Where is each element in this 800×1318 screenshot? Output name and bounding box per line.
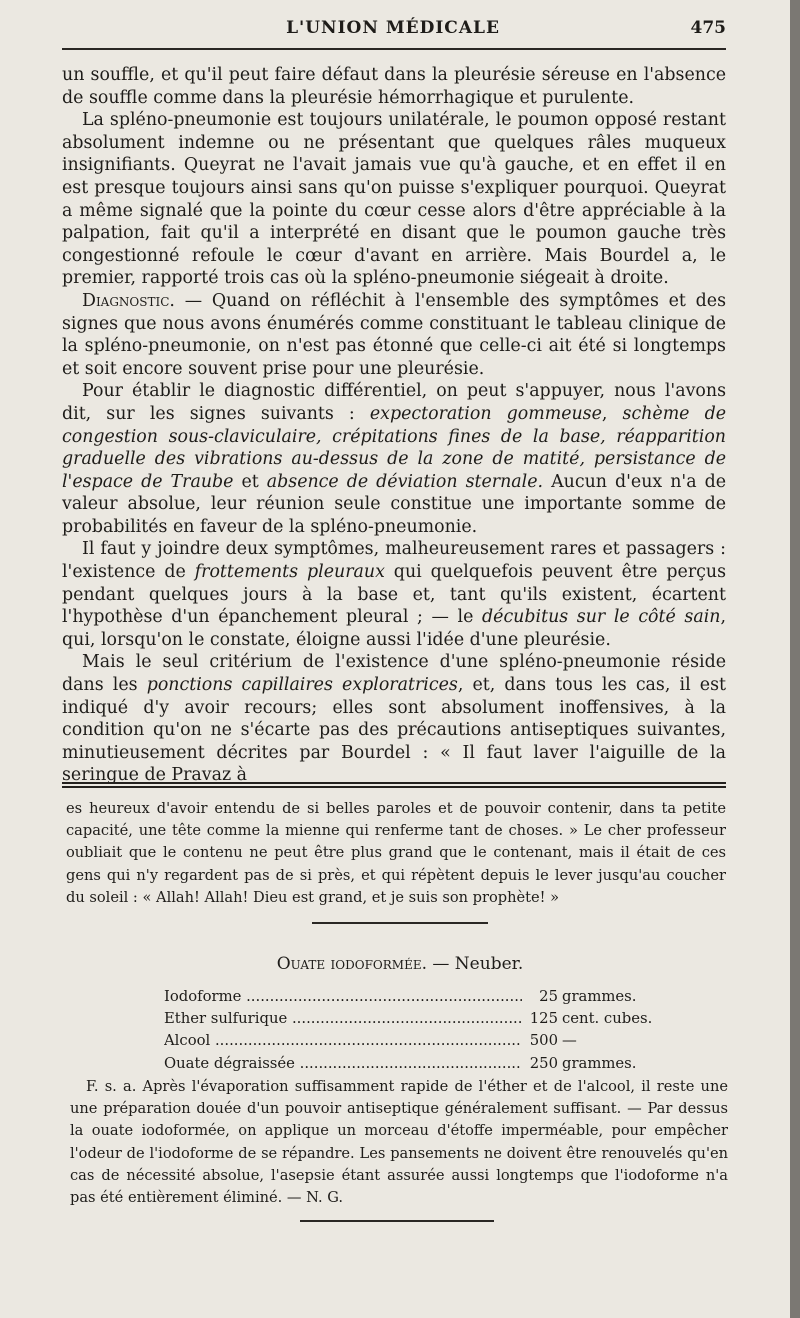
ingredient-quantity: 500 [522,1030,558,1052]
recipe-row [164,1053,637,1075]
text-run: qui quelquefois peuvent être perçus pendant quelques jours à la base et, tant qu'ils existent, écartent l'hypothèse d'un épanchement pleural ; — le [62,562,726,628]
text-run: Il faut y joindre deux symptômes, malheureusement rares et passagers : l'existence de [62,539,726,583]
paragraph-2: La spléno-pneumonie est toujours unilatérale, le poumon opposé restant absolument indemne ou ne présentant que quelques râles muqueux insignifiants. Queyrat ne l'avait jamais vue qu'à gauche, et en effet il en est presque toujours ainsi sans qu'on puisse s'expliquer pourquoi. Queyrat a même signalé que la pointe du cœur cesse alors d'être appréciable à la palpation, fait qu'il a interprété en disant que le poumon gauche très congestionné refoule le cœur d'avant en arrière. Mais Bourdel a, le premier, rapporté trois cas où la spléno-pneumonie siégeait à droite. [62,110,726,289]
page-number: 475 [690,18,726,38]
section-rule [312,922,488,924]
paragraph-text: — Quand on réfléchit à l'ensemble des symptômes et des signes que nous avons énumérés comme constituant le tableau clinique de la spléno-pneumonie, on n'est pas étonné que celle-ci ait été si longtemps et soit encore souvent prise pour une pleurésie. [62,290,726,379]
paragraph-1: un souffle, et qu'il peut faire défaut dans la pleurésie séreuse en l'absence de souffle comme dans la pleurésie hémorrhagique et purulente. [62,65,726,108]
ingredient-name: Alcool ..... [164,1030,524,1052]
footnote-separator [62,782,726,788]
recipe-row [164,1008,653,1030]
recipe-row [164,986,637,1008]
ingredient-unit: — [562,1032,577,1050]
text-run: Aucun d'eux n'a de valeur absolue, leur réunion seule constitue une importante somme de probabilités en faveur de la spléno-pneumonie. [62,471,727,537]
scan-edge [790,0,800,1318]
italic-run: décubitus sur le côté sain [482,607,721,628]
paragraph-diagnostic [62,290,726,380]
header-rule [62,48,726,50]
footnote-text: es heureux d'avoir entendu de si belles paroles et de pouvoir contenir, dans ta petite capacité, une tête comme la mienne qui renferme tant de choses. » Le cher professeur oubliait que le contenu ne peut être plus grand que le contenant, mais il était de ces gens qui n'y regardent pas de si près, et qui répètent depuis le lever jusqu'au coucher du soleil : « Allah! Allah! Dieu est grand, et je suis son prophète! » [66,800,726,906]
recipe-note [70,1076,728,1209]
text-run: et [233,471,267,492]
text-run: Pour établir le diagnostic différentiel, on peut s'appuyer, nous l'avons dit, sur les signes suivants : [62,381,726,424]
ingredient-quantity: 25 [522,986,558,1008]
ingredient-name: Ether sulfurique ..... [164,1008,524,1030]
ingredient-unit: grammes. [562,1054,637,1072]
italic-run: expectoration gommeuse [369,403,602,424]
ingredient-quantity: 125 [522,1008,558,1030]
recipe-list [164,986,653,1075]
recipe-title [0,954,800,974]
end-rule [300,1220,494,1222]
text-run: , et, dans tous les cas, il est indiqué d'y avoir recours; elles sont absolument inoffensives, à la condition qu'on ne s'écarte pas des précautions antiseptiques suivantes, minutieusement décrites par Bourdel : « Il faut laver l'aiguille de la seringue de Pravaz à [62,675,726,786]
recipe-note-text: F. s. a. Après l'évaporation suffisamment rapide de l'éther et de l'alcool, il reste une une préparation douée d'un pouvoir antiseptique généralement suffisant. — Par dessus la ouate iodoformée, on applique un morceau d'étoffe imperméable, pour empêcher l'odeur de l'iodoforme de se répandre. Les pansements ne doivent être renouvelés qu'en cas de nécessité absolue, l'asepsie étant assurée aussi longtemps que l'iodoforme n'a pas été entièrement éliminé. — N. G. [70,1078,728,1207]
paragraph-5 [62,538,726,651]
footnote [66,798,726,909]
ingredient-quantity: 250 [522,1053,558,1075]
italic-run: absence de déviation sternale. [266,471,544,492]
ingredient-unit: grammes. [562,988,637,1005]
text-run: , [601,403,623,424]
italic-run: frottements pleuraux [194,562,385,583]
ingredient-name: Ouate dégraissée ..... [164,1053,524,1075]
ingredient-unit: cent. cubes. [562,1010,653,1028]
ingredient-name: Iodoforme ..... [164,986,524,1008]
text-run: Mais le seul critérium de l'existence d'une spléno-pneumonie réside dans les [62,652,726,696]
journal-title: L'UNION MÉDICALE [286,18,500,38]
recipe-title-author: — Neuber. [427,954,524,974]
text-run: , qui, lorsqu'on le constate, éloigne aussi l'idée d'une pleurésie. [62,607,727,650]
paragraph-4 [62,380,726,538]
recipe-row [164,1030,634,1052]
main-text [62,64,726,787]
section-heading-diagnostic: Diagnostic. [82,290,175,311]
paragraph-6 [62,651,726,787]
italic-run: schème de congestion sous-claviculaire, crépitations fines de la base, réapparition graduelle des vibrations au-dessus de la zone de matité, persistance de l'espace de Traube [62,403,726,492]
recipe-title-label: Ouate iodoformée. [276,954,427,974]
running-header [60,18,726,44]
italic-run: ponctions capillaires exploratrices [146,675,458,696]
